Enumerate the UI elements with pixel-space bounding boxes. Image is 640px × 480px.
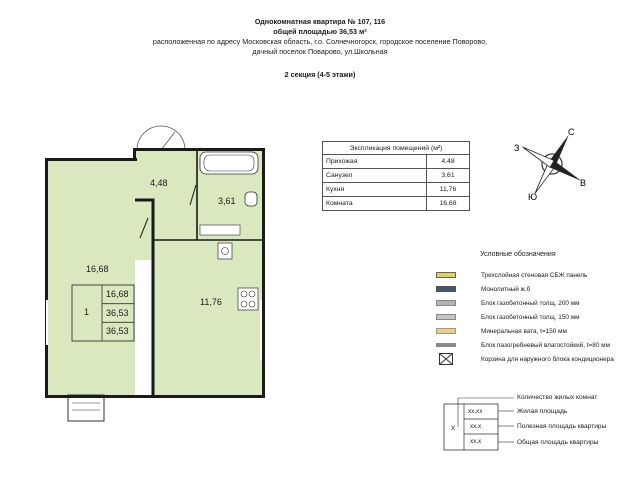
explication-title: Экспликация помещений (м²) (322, 141, 470, 155)
room-name: Комната (323, 197, 427, 211)
table-row (323, 197, 470, 211)
hall-area: 4,48 (150, 178, 168, 188)
room-value: 4,48 (427, 155, 470, 169)
key-living: хх,хх (468, 408, 483, 415)
bathroom-area: 3,61 (218, 196, 236, 206)
kitchen-sink (218, 243, 232, 259)
legend-swatch (436, 314, 456, 320)
room-name: Прихожая (323, 155, 427, 169)
plan-subtitle: общей площадью 36,53 м² (273, 26, 367, 36)
address-line-2: дачный поселок Поварово, ул.Школьная (252, 46, 388, 56)
key-useful: хх,х (470, 423, 482, 430)
legend-title: Условные обозначения (480, 251, 556, 258)
legend-swatch (436, 286, 456, 292)
legend-swatch (436, 300, 456, 306)
kitchen-area: 11,76 (200, 297, 222, 307)
legend-swatch (436, 328, 456, 334)
key-label-rooms: Количество жилых комнат (517, 394, 598, 401)
legend-swatch (436, 272, 456, 278)
key-total: хх,х (470, 438, 482, 445)
ac-basket-icon (439, 353, 453, 365)
plan-title: Однокомнатная квартира № 107, 116 (254, 17, 386, 26)
stamp-living-area: 16,68 (106, 289, 129, 299)
section-label: 2 секция (4-5 этажи) (284, 70, 356, 79)
table-row (323, 155, 470, 169)
balcony (68, 395, 104, 421)
living-room-fill (47, 160, 135, 395)
toilet (245, 192, 257, 206)
key-rooms: Х (451, 425, 456, 432)
room-value: 3,61 (427, 169, 470, 183)
room-value: 16,68 (427, 197, 470, 211)
kitchen-fill (153, 240, 263, 395)
table-row (323, 169, 470, 183)
table-row (323, 183, 470, 197)
stamp-total-area: 36,53 (106, 326, 129, 336)
key-label-total: Общая площадь квартиры (517, 439, 599, 446)
compass-rose-icon (512, 124, 592, 204)
compass-west: З (514, 143, 520, 153)
legend-swatch (436, 343, 456, 347)
compass-south: Ю (528, 192, 538, 202)
stamp-rooms: 1 (84, 307, 90, 317)
key-label-living: Жилая площадь (517, 408, 568, 415)
address-line-1: расположенная по адресу Московская область, г.о. Солнечногорск, городское поселение Поворово, (152, 37, 488, 46)
room-name: Кухня (323, 183, 427, 197)
room-name: Санузел (323, 169, 427, 183)
washing-machine (200, 225, 240, 235)
living-area: 16,68 (86, 264, 109, 274)
room-value: 11,76 (427, 183, 470, 197)
compass-east: В (580, 178, 587, 188)
stove (238, 288, 258, 310)
compass-north: С (568, 127, 575, 137)
key-label-useful: Полезная площадь квартиры (517, 423, 607, 430)
entry-door-swing (137, 126, 185, 150)
stamp-useful-area: 36,53 (106, 308, 129, 318)
